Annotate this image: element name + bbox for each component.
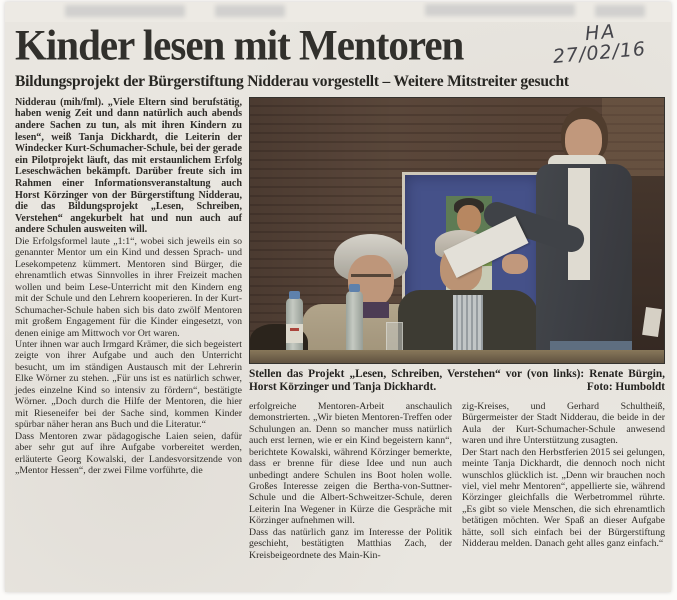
article-paragraph: erfolgreiche Mentoren-Arbeit anschaulich demonstrierten. „Wir bieten Mentoren-Treffen oder Schulungen an. Denn so mancher muss natürlich auch erst lernen, wie er ein Kind begeistern kann“, berichtete Kowalski, während Körzinger bemerkte, dass er brenne für diese Idee und nun auch unbedingt andere Schulen ins Boot holen wolle. Großes Interesse zeigen die Bertha-von-Suttner-Schule und die Albert-Schweitzer-Schule, deren Leiterin Ina Wegener in Kürze die Gespräche mit Körzinger aufnehmen will. — [249, 400, 452, 527]
handwritten-date-annotation — [550, 20, 646, 68]
photo-caption — [249, 368, 665, 394]
ghost-print-artifact — [425, 4, 575, 16]
article-body — [5, 91, 671, 561]
article-paragraph: Nidderau (mih/fml). „Viele Eltern sind berufstätig, haben wenig Zeit und dann natürlich auch abends andere Sachen zu tun, als mit ihren Kindern zu lesen“, weiß Tanja Dickhardt, die Leiterin der Windecker Kurt-Schumacher-Schule, bei der gerade ein Pilotprojekt läuft, das mit erstaunlichem Erfolg Leseschwächen bekämpft. Darüber freute sich im Rahmen einer Informationsveranstaltung auch Horst Körzinger von der Bürgerstiftung Nidderau, die das Bildungsprojekt „Lesen, Schreiben, Verstehen“ angekurbelt hat und nun auch auf andere Schulen ausweiten will. — [15, 96, 242, 236]
ghost-print-artifact — [215, 5, 285, 17]
subheadline: Bildungsprojekt der Bürgerstiftung Nidderau vorgestellt – Weitere Mitstreiter gesucht — [15, 72, 569, 90]
article-column-left — [15, 97, 242, 561]
page-showthrough-strip — [5, 2, 671, 22]
newspaper-clipping — [5, 2, 671, 592]
photo-credit: Foto: Humboldt — [586, 380, 665, 393]
annotation-date: 27/02/16 — [551, 37, 647, 68]
article-column-right — [462, 401, 665, 561]
photo-tone-overlay — [250, 98, 664, 363]
article-photo — [249, 97, 665, 364]
ghost-print-artifact — [65, 5, 185, 17]
ghost-print-artifact — [595, 5, 645, 17]
article-paragraph: Der Start nach den Herbstferien 2015 sei gelungen, meinte Tanja Dickhardt, die dennoch noch nicht wunschlos glücklich ist. „Denn wir brauchen noch viel, viel mehr Mentoren“, appellierte sie, während Körzinger gleichfalls die Werbetrommel rührte. „Es gibt so viele Menschen, die sich ehrenamtlich betätigen möchten. Wer Spaß an dieser Aufgabe hätte, soll sich einfach bei der Bürgerstiftung Nidderau melden. Danach geht alles ganz einfach.“ — [462, 446, 665, 550]
masthead — [5, 20, 671, 70]
annotation-initials: HA — [583, 20, 617, 46]
headline: Kinder lesen mit Mentoren — [15, 20, 464, 70]
photo-caption-text: Stellen das Projekt „Lesen, Schreiben, Verstehen“ vor (von links): Renate Bürgin, Horst Körzinger und Tanja Dickhardt. — [249, 367, 665, 393]
article-paragraph: Unter ihnen war auch Irmgard Krämer, die sich begeistert zeigte von ihrer Aufgabe und auch den Unterricht besucht, um im ständigen Austausch mit der Lehrerin Elke Wörner zu stehen. „Für uns ist es natürlich schwer, jedes einzelne Kind so intensiv zu fördern“, bestätigte Wörner. „Doch durch die Hilfe der Mentoren, die hier mit Rieseneifer bei der Sache sind, kommen Kinder spürbar näher heran ans Buch und die Literatur.“ — [15, 339, 242, 431]
article-column-middle — [249, 401, 452, 561]
article-paragraph: Dass Mentoren zwar pädagogische Laien seien, dafür aber sehr gut auf ihre Aufgabe vorbereitet werden, erläuterte Georg Kowalski, der Landesvorsitzende von „Mentor Hessen“, der zwei Filme vorführte, die — [15, 430, 242, 476]
article-paragraph: Dass das natürlich ganz im Interesse der Politik geschieht, bestätigten Matthias Zach, der Kreisbeigeordnete des Main-Kin- — [249, 526, 452, 561]
article-paragraph: zig-Kreises, und Gerhard Schultheiß, Bürgermeister der Stadt Nidderau, die beide in der Aula der Kurt-Schumacher-Schule anwesend waren und ihre Unterstützung zusagten. — [462, 400, 665, 447]
article-paragraph: Die Erfolgsformel laute „1:1“, wobei sich jeweils ein so genannter Mentor um ein Kind und dessen Sprach- und Lesekompetenz kümmert. Mentoren sind Bürger, die ehrenamtlich etwas Sinnvolles in ihrer Freizeit machen wollen und beim Lese-Unterricht mit den Kindern eng mit der Schule und den Lehrern kooperieren. In der Kurt-Schumacher-Schule haben sich bis dato zwölf Mentoren mit großem Engagement für die Kinder eingesetzt, von denen einige am Mittwoch vor Ort waren. — [15, 235, 242, 339]
